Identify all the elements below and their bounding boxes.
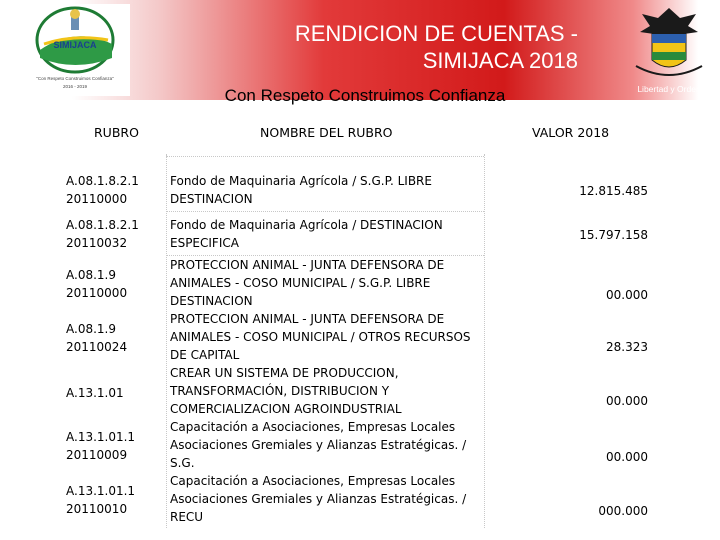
budget-table — [62, 104, 652, 528]
page-title — [200, 20, 578, 74]
rubro-cell: A.13.1.01 — [66, 386, 124, 400]
valor-cell: 000.000 — [598, 504, 648, 518]
svg-text:"Con Respeto Construimos Confi: "Con Respeto Construimos Confianza" — [36, 76, 114, 81]
valor-cell: 00.000 — [606, 288, 648, 302]
valor-cell: 12.815.485 — [579, 184, 648, 198]
svg-text:Libertad y Orden: Libertad y Orden — [637, 84, 701, 94]
rubro-cell: A.08.1.9 20110000 — [66, 268, 128, 300]
simijaca-emblem-icon — [20, 4, 130, 96]
column-header-valor: VALOR 2018 — [532, 125, 610, 140]
rubro-cell: A.08.1.8.2.1 20110000 — [66, 174, 139, 206]
nombre-cell: PROTECCION ANIMAL - JUNTA DEFENSORA DE ANIMALES - COSO MUNICIPAL / S.G.P. LIBRE DESTINACION — [170, 258, 445, 308]
rubro-cell: A.13.1.01.1 20110009 — [66, 430, 136, 462]
title-line-1: RENDICION DE CUENTAS - — [294, 21, 578, 46]
valor-cell: 28.323 — [606, 340, 648, 354]
nombre-cell: Capacitación a Asociaciones, Empresas Locales Asociaciones Gremiales y Alianzas Estratégicas. / S.G. — [170, 420, 467, 470]
rubro-cell: A.13.1.01.1 20110010 — [66, 484, 136, 516]
simijaca-logo — [20, 4, 130, 96]
rubro-cell: A.08.1.9 20110024 — [66, 322, 128, 354]
title-line-2: SIMIJACA 2018 — [422, 48, 578, 73]
nombre-cell: Fondo de Maquinaria Agrícola / S.G.P. LIBRE DESTINACION — [170, 174, 432, 206]
column-header-rubro: RUBRO — [94, 125, 139, 140]
svg-text:2016 - 2019: 2016 - 2019 — [62, 84, 88, 89]
nombre-cell: Capacitación a Asociaciones, Empresas Locales Asociaciones Gremiales y Alianzas Estratégicas. / RECU — [170, 474, 467, 524]
valor-cell: 00.000 — [606, 450, 648, 464]
svg-text:SIMIJACA: SIMIJACA — [53, 40, 97, 50]
row-divider — [166, 211, 484, 212]
nombre-cell: PROTECCION ANIMAL - JUNTA DEFENSORA DE ANIMALES - COSO MUNICIPAL / OTROS RECURSOS DE CAPITAL — [170, 312, 471, 362]
valor-cell: 15.797.158 — [579, 228, 648, 242]
motto: Con Respeto Construimos Confianza — [224, 86, 506, 105]
colombia-coat-of-arms — [626, 4, 712, 96]
rubro-cell: A.08.1.8.2.1 20110032 — [66, 218, 139, 250]
nombre-cell: Fondo de Maquinaria Agrícola / DESTINACION ESPECIFICA — [170, 218, 443, 250]
table-header-row — [62, 104, 652, 154]
column-header-nombre: NOMBRE DEL RUBRO — [260, 125, 393, 140]
coat-of-arms-icon — [626, 4, 712, 96]
valor-cell: 00.000 — [606, 394, 648, 408]
nombre-cell: CREAR UN SISTEMA DE PRODUCCION, TRANSFORMACIÓN, DISTRIBUCION Y COMERCIALIZACION AGROINDUSTRIAL — [170, 366, 402, 416]
row-divider — [166, 156, 484, 157]
